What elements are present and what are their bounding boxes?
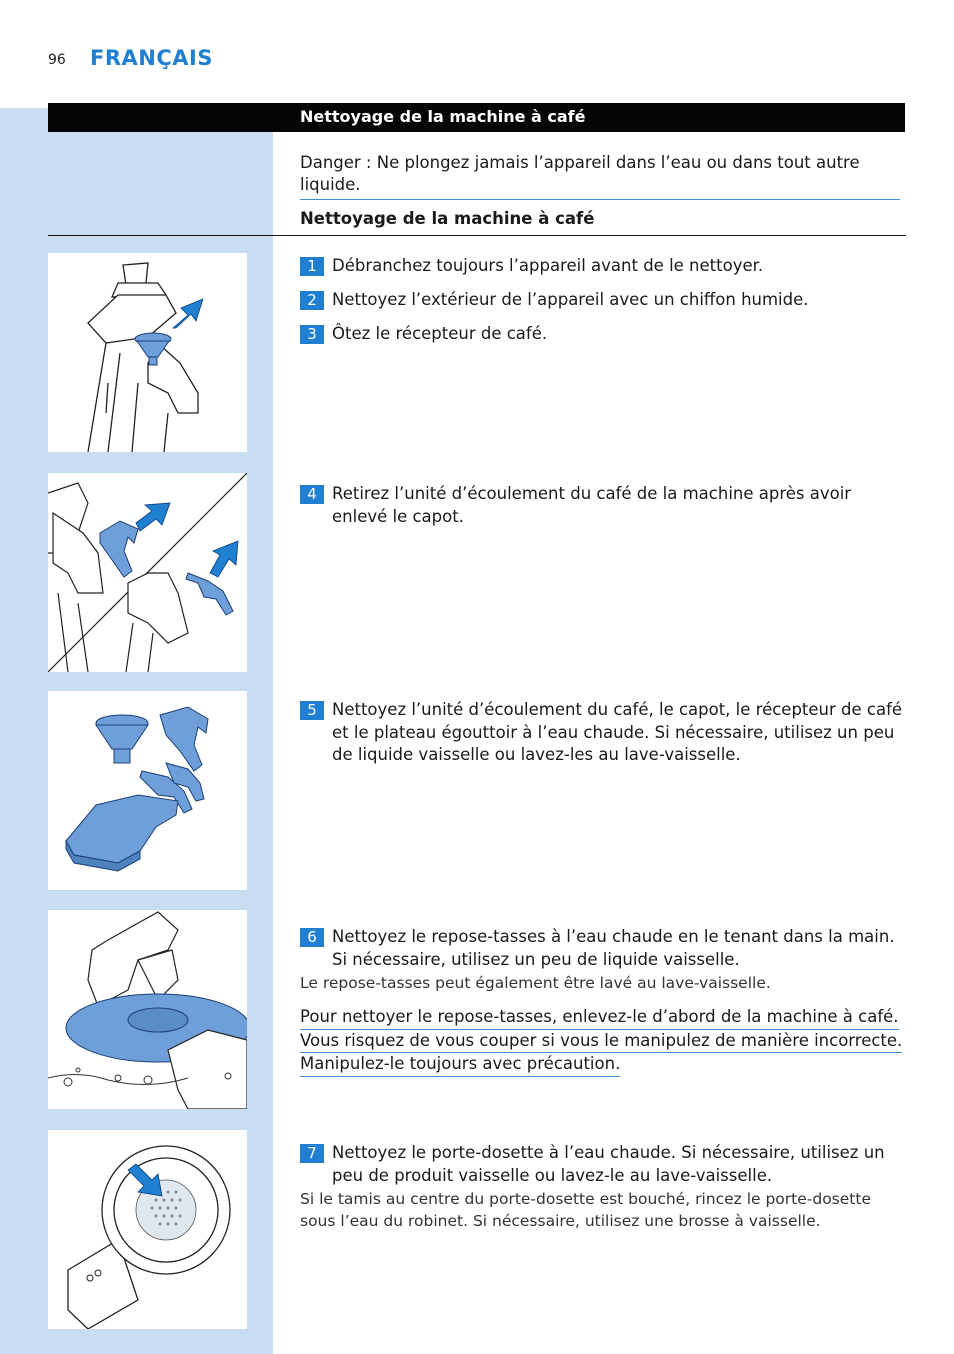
step-7 [300,1142,906,1187]
warning-line-2: Vous risquez de vous couper si vous le manipulez de manière incorrecte. [300,1030,902,1054]
notch-marker [247,698,273,724]
step-text: Ôtez le récepteur de café. [332,324,548,343]
subheading-rule [48,235,906,236]
illustration-coffee-collector [48,253,247,452]
step-number: 6 [300,928,324,947]
step-number: 1 [300,257,324,276]
step-text: Nettoyez l’unité d’écoulement du café, le capot, le récepteur de café et le plateau égouttoir à l’eau chaude. Si nécessaire, utilisez un peu de liquide vaisselle ou lavez-les au lave-vaisselle. [332,700,903,764]
illustration-pod-holder [48,1130,247,1329]
step-6 [300,926,906,971]
step-text: Retirez l’unité d’écoulement du café de la machine après avoir enlevé le capot. [332,484,852,526]
notch-marker [247,480,273,506]
language-title: FRANÇAIS [90,46,213,70]
step-text: Nettoyez le porte-dosette à l’eau chaude. Si nécessaire, utilisez un peu de produit vaisselle ou lavez-le au lave-vaisselle. [332,1143,885,1185]
warning-line-1: Pour nettoyer le repose-tasses, enlevez-le d’abord de la machine à café. [300,1006,899,1030]
illustration-wash-cup-holder [48,910,247,1109]
section-title: Nettoyage de la machine à café [300,107,586,126]
page-number: 96 [48,52,66,68]
step-number: 3 [300,325,324,344]
step-number: 4 [300,485,324,504]
notch-marker [247,1138,273,1164]
step-text: Nettoyez le repose-tasses à l’eau chaude en le tenant dans la main. Si nécessaire, utilisez un peu de liquide vaisselle. [332,927,895,969]
step-2 [300,289,906,312]
step-number: 5 [300,701,324,720]
subheading: Nettoyage de la machine à café [300,209,595,228]
illustration-parts-to-clean [48,691,247,890]
notch-marker [247,918,273,944]
step-text: Débranchez toujours l’appareil avant de le nettoyer. [332,256,764,275]
step-5 [300,699,906,767]
step-number: 7 [300,1144,324,1163]
step-text: Nettoyez l’extérieur de l’appareil avec un chiffon humide. [332,290,809,309]
step-4 [300,483,906,528]
illustration-remove-outlet-unit [48,473,247,672]
notch-marker [247,325,273,351]
section-header-bar [48,103,905,132]
danger-notice: Danger : Ne plongez jamais l’appareil dans l’eau ou dans tout autre liquide. [300,152,900,200]
step-7-note: Si le tamis au centre du porte-dosette est bouché, rincez le porte-dosette sous l’eau du robinet. Si nécessaire, utilisez une brosse à vaisselle. [300,1190,871,1230]
step-3 [300,323,906,346]
warning-line-3: Manipulez-le toujours avec précaution. [300,1053,620,1077]
step-number: 2 [300,291,324,310]
step-6-note: Le repose-tasses peut également être lavé au lave-vaisselle. [300,974,771,992]
warning-notice [300,1006,906,1077]
step-1 [300,255,906,278]
